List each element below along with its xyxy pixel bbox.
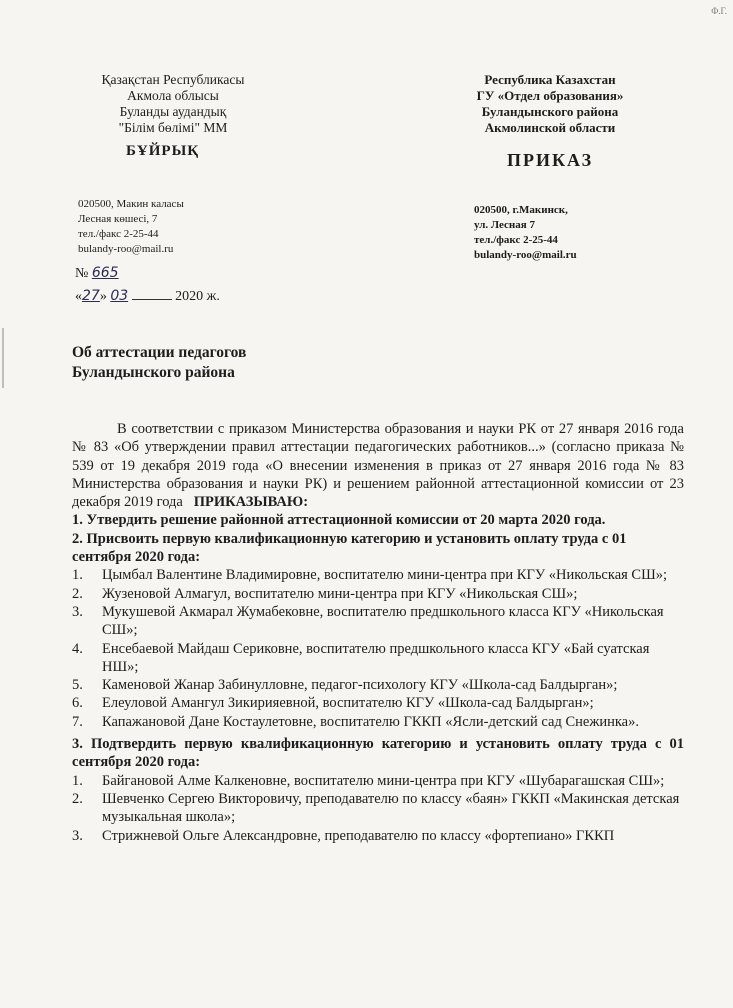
list-item-text: Стрижневой Ольге Александровне, преподавателю по классу «фортепиано» ГККП (102, 827, 615, 844)
address-right-line-3: тел./факс 2-25-44 (474, 234, 558, 246)
header-left-line-1: Қазақстан Республикасы (101, 72, 245, 87)
header-right-line-3: Буландынского района (481, 104, 619, 119)
order-body (72, 420, 684, 845)
point-3-list (72, 772, 684, 845)
date-month-handwritten: 03 (110, 288, 129, 304)
address-left-line-4: bulandy-roo@mail.ru (78, 243, 174, 255)
address-right-line-2: ул. Лесная 7 (474, 219, 535, 231)
list-item-text: Каменовой Жанар Забинулловне, педагог-психологу КГУ «Школа-сад Балдырган»; (102, 677, 618, 694)
list-item-number: 2. (72, 790, 83, 807)
point-2-list (72, 566, 684, 731)
corner-mark: Ф.Г. (711, 6, 727, 16)
header-right-line-4: Акмолинской области (484, 120, 616, 135)
list-item (72, 713, 684, 731)
header-right-line-2: ГУ «Отдел образования» (476, 88, 624, 103)
list-item (72, 603, 684, 640)
header-right (455, 72, 645, 136)
list-item (72, 772, 684, 790)
date-open-quote: « (75, 289, 82, 304)
list-item-number: 6. (72, 695, 83, 712)
address-left-line-3: тел./факс 2-25-44 (78, 228, 159, 240)
list-item-number: 4. (72, 640, 83, 657)
list-item-number: 3. (72, 827, 83, 844)
list-item-number: 1. (72, 567, 83, 584)
list-item (72, 640, 684, 677)
title-russian: ПРИКАЗ (507, 150, 594, 170)
list-item (72, 566, 684, 584)
list-item (72, 827, 684, 845)
header-left-line-2: Акмола облысы (127, 88, 219, 103)
address-left (78, 197, 184, 257)
list-item-text: Цымбал Валентине Владимировне, воспитателю мини-центра при КГУ «Никольская СШ»; (102, 567, 668, 584)
point-3: 3. Подтвердить первую квалификационную категорию и установить оплату труда с 01 сентября 2020 года: (72, 736, 684, 771)
list-item-text: Енсебаевой Майдаш Сериковне, воспитателю предшкольного класса КГУ «Бай суатская НШ»; (102, 640, 650, 675)
list-item-number: 5. (72, 677, 83, 694)
title-kazakh: БҰЙРЫҚ (126, 143, 200, 159)
date-underline (132, 299, 172, 300)
list-item-text: Елеуловой Амангул Зикирияевной, воспитателю КГУ «Школа-сад Балдырган»; (102, 695, 594, 712)
preamble-text: В соответствии с приказом Министерства образования и науки РК от 27 января 2016 года № 83 «Об утверждении правил аттестации педагогических работников...» (согласно приказа № 539 от 19 декабря 2019 года «О внесении изменения в приказ от 27 января 2016 года № 83 Министерства образования и науки РК) и решением районной аттестационной комиссии от 23 декабря 2019 года (72, 421, 684, 511)
order-number (75, 265, 119, 282)
preamble (72, 420, 684, 511)
list-item-number: 1. (72, 772, 83, 789)
header-left-line-3: Буланды аудандық (119, 104, 227, 119)
list-item (72, 694, 684, 712)
address-right (474, 203, 577, 263)
list-item-text: Байгановой Алме Калкеновне, воспитателю мини-центра при КГУ «Шубарагашская СШ»; (102, 772, 665, 789)
list-item (72, 585, 684, 603)
date-close-quote: » (99, 289, 107, 304)
order-number-handwritten: 665 (91, 265, 119, 281)
address-left-line-1: 020500, Макин каласы (78, 198, 184, 210)
subject-line-2: Буландынского района (72, 364, 235, 381)
list-item-text: Мукушевой Акмарал Жумабековне, воспитателю предшкольного класса КГУ «Никольская СШ»; (102, 603, 664, 639)
list-item-number: 7. (72, 713, 83, 730)
date-day-handwritten: 27 (82, 288, 100, 304)
point-2: 2. Присвоить первую квалификационную категорию и установить оплату труда с 01 сентября 2020 года: (72, 530, 627, 566)
list-item-number: 3. (72, 603, 83, 620)
header-left-line-4: "Білім бөлімі" ММ (118, 120, 228, 135)
order-number-prefix: № (75, 266, 89, 281)
list-item-number: 2. (72, 585, 83, 602)
address-right-line-4: bulandy-roo@mail.ru (474, 249, 577, 261)
address-left-line-2: Лесная көшесі, 7 (78, 213, 158, 225)
date-year: 2020 ж. (175, 289, 220, 304)
point-1: 1. Утвердить решение районной аттестационной комиссии от 20 марта 2020 года. (72, 512, 606, 529)
address-right-line-1: 020500, г.Макинск, (474, 204, 568, 216)
header-left (78, 72, 268, 136)
order-subject (72, 343, 246, 383)
list-item-text: Шевченко Сергею Викторовичу, преподавателю по классу «баян» ГККП «Макинская детская музыкальная школа»; (102, 790, 680, 826)
margin-mark (2, 328, 14, 388)
header-right-line-1: Республика Казахстан (484, 72, 616, 87)
subject-line-1: Об аттестации педагогов (72, 344, 247, 361)
list-item (72, 676, 684, 694)
order-date (75, 288, 220, 305)
preamble-order-word: ПРИКАЗЫВАЮ: (193, 494, 309, 511)
list-item (72, 790, 684, 827)
list-item-text: Капажановой Дане Костаулетовне, воспитателю ГККП «Ясли-детский сад Снежинка». (102, 713, 639, 730)
list-item-text: Жузеновой Алмагул, воспитателю мини-центра при КГУ «Никольская СШ»; (102, 585, 578, 602)
